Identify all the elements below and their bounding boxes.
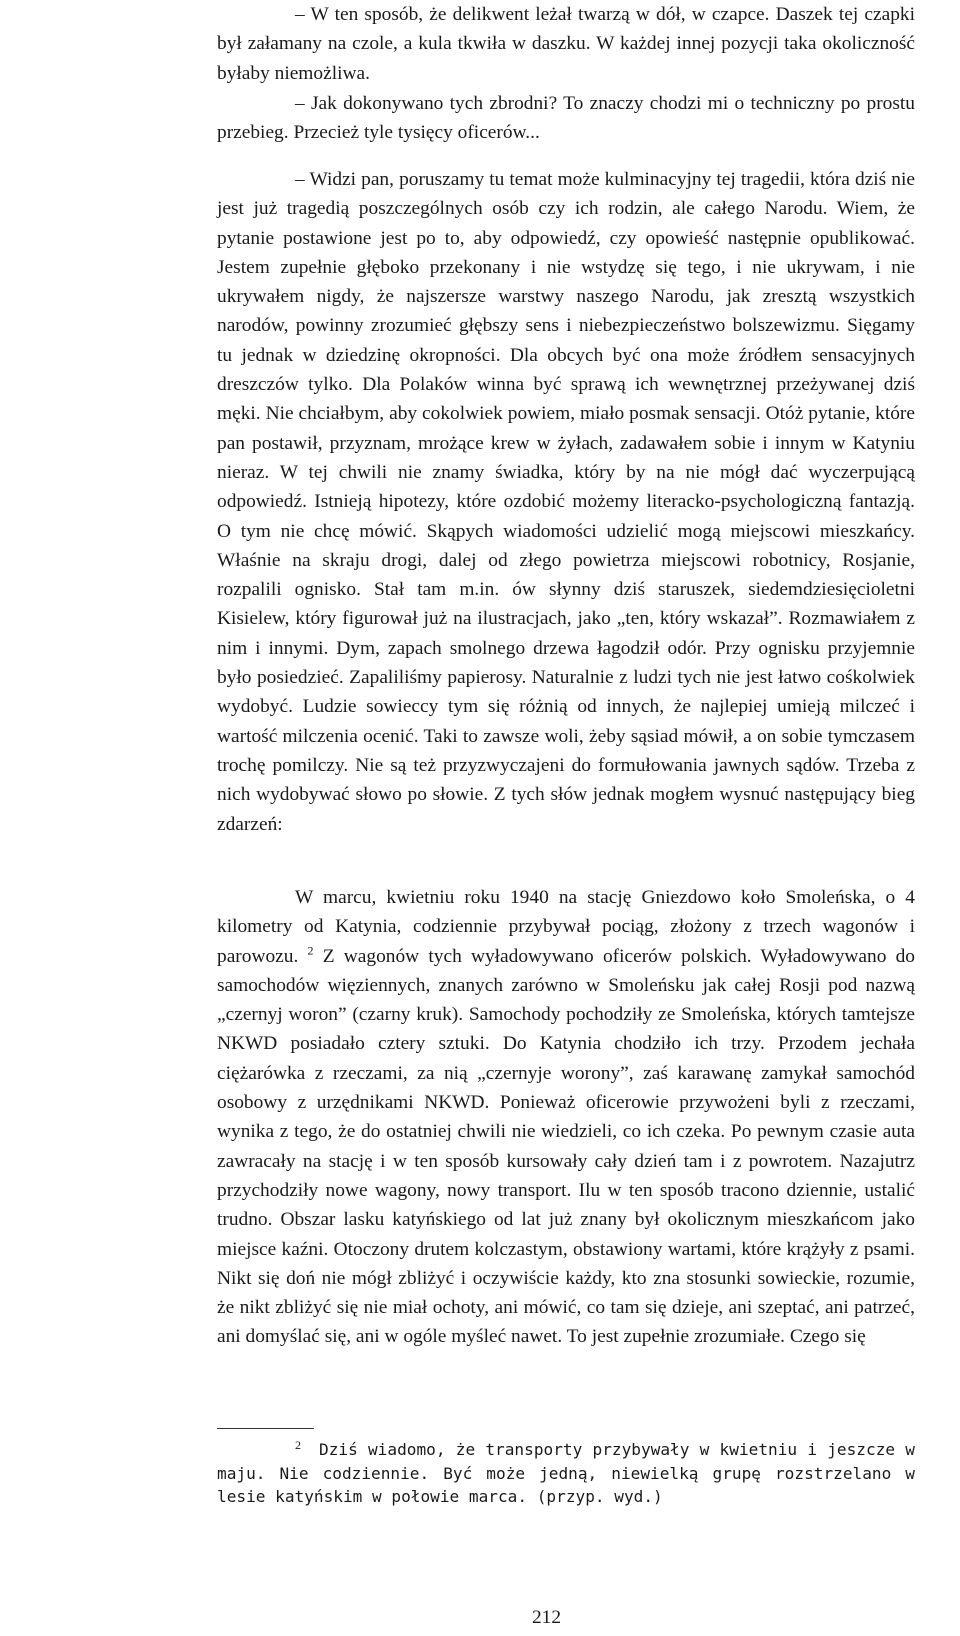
footnote-separator	[217, 1428, 314, 1429]
paragraph-4-before-mark: W marcu, kwietniu roku 1940 na stację Gniezdowo koło Smoleńska, o 4 kilometry od Katynia, codziennie przybywał pociąg, złożony z trzech wagonów i parowozu.	[217, 887, 915, 967]
paragraph-3	[217, 165, 915, 839]
paragraph-4-text	[217, 883, 915, 1352]
paragraph-2-text: – Jak dokonywano tych zbrodni? To znaczy chodzi mi o techniczny po prostu przebieg. Przecież tyle tysięcy oficerów...	[217, 93, 915, 144]
page-number: 212	[531, 1607, 562, 1628]
paragraph-1-text: – W ten sposób, że delikwent leżał twarzą w dół, w czapce. Daszek tej czapki był załamany na czole, a kula tkwiła w daszku. W każdej innej pozycji taka okoliczność byłaby niemożliwa.	[217, 4, 915, 84]
footnote	[217, 1438, 915, 1509]
paragraph-4-after-mark: Z wagonów tych wyładowywano oficerów polskich. Wyładowywano do samochodów więziennych, znanych zarówno w Smoleńsku jak całej Rosji pod nazwą „czernyj woron” (czarny kruk). Samochody pochodziły ze Smoleńska, których tamtejsze NKWD posiadało cztery sztuki. Do Katynia chodziło ich trzy. Przodem jechała ciężarówka z rzeczami, za nią „czernyje worony”, zaś karawanę zamykał samochód osobowy z urzędnikami NKWD. Ponieważ oficerowie przywożeni byli z rzeczami, wynika z tego, że do ostatniej chwili nie wiedzieli, co ich czeka. Po pewnym czasie auta zawracały na stację i w ten sposób kursowały cały dzień tam i z powrotem. Nazajutrz przychodziły nowe wagony, nowy transport. Ilu w ten sposób tracono dziennie, ustalić trudno. Obszar lasku katyńskiego od lat już znany był okolicznym mieszkańcom jako miejsce kaźni. Otoczony drutem kolczastym, obstawiony wartami, które krążyły z psami. Nikt się doń nie mógł zbliżyć i oczywiście każdy, kto zna stosunki sowieckie, rozumie, że nikt zbliżyć się nie miał ochoty, ani mówić, co tam się dzieje, ani szeptać, ani patrzeć, ani domyślać się, ani w ogóle myśleć nawet. To jest zupełnie zrozumiałe. Czego się	[217, 945, 915, 1348]
paragraph-1	[217, 0, 915, 88]
paragraph-4	[217, 883, 915, 1352]
footnote-text: Dziś wiadomo, że transporty przybywały w kwietniu i jeszcze w maju. Nie codziennie. Być może jedną, niewielką grupę rozstrzelano w lesie katyńskim w połowie marca. (przyp. wyd.)	[217, 1440, 915, 1506]
paragraph-2	[217, 89, 915, 148]
footnote-mark: 2	[295, 1437, 301, 1452]
footnote-reference-mark: 2	[307, 943, 314, 958]
paragraph-3-text: – Widzi pan, poruszamy tu temat może kulminacyjny tej tragedii, która dziś nie jest już tragedią poszczególnych osób czy ich rodzin, ale całego Narodu. Wiem, że pytanie postawione jest po to, aby odpowiedź, czy opowieść następnie opublikować. Jestem zupełnie głęboko przekonany i nie wstydzę się tego, i nie ukrywam, i nie ukrywałem nigdy, że najszersze warstwy naszego Narodu, jak zresztą wszystkich narodów, powinny zrozumieć głębszy sens i niebezpieczeństwo bolszewizmu. Sięgamy tu jednak w dziedzinę okropności. Dla obcych być ona może źródłem sensacyjnych dreszczów tylko. Dla Polaków winna być sprawą ich wewnętrznej przeżywanej dziś męki. Nie chciałbym, aby cokolwiek powiem, miało posmak sensacji. Otóż pytanie, które pan postawił, przyznam, mrożące krew w żyłach, zadawałem sobie i innym w Katyniu nieraz. W tej chwili nie znamy świadka, który by na nie mógł dać wyczerpującą odpowiedź. Istnieją hipotezy, które ozdobić możemy literacko-psychologiczną fantazją. O tym nie chcę mówić. Skąpych wiadomości udzielić mogą miejscowi mieszkańcy. Właśnie na skraju drogi, dalej od złego powietrza miejscowi robotnicy, Rosjanie, rozpalili ognisko. Stał tam m.in. ów słynny dziś staruszek, siedemdziesięcioletni Kisielew, który figurował już na ilustracjach, jako „ten, który wskazał”. Rozmawiałem z nim i innymi. Dym, zapach smolnego drzewa łagodził odór. Przy ognisku przyjemnie było posiedzieć. Zapaliliśmy papierosy. Naturalnie z ludzi tych nie jest łatwo cośkolwiek wydobyć. Ludzie sowieccy tym się różnią od innych, że najlepiej umieją milczeć i wartość milczenia ocenić. Taki to zawsze woli, żeby sąsiad mówił, a on sobie tymczasem trochę pomilczy. Nie są też przyzwyczajeni do formułowania jawnych sądów. Trzeba z nich wydobywać słowo po słowie. Z tych słów jednak mogłem wysnuć następujący bieg zdarzeń:	[217, 169, 915, 835]
